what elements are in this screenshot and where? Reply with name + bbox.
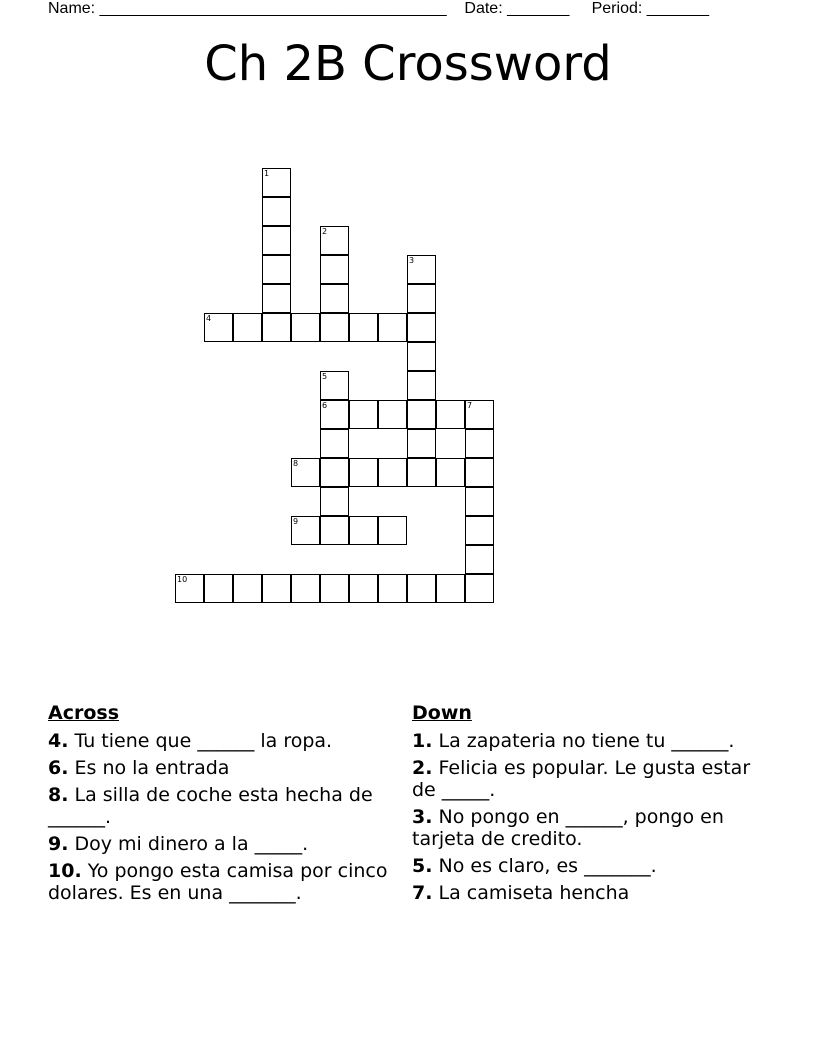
grid-cell[interactable] <box>436 400 465 429</box>
grid-cell[interactable] <box>349 313 378 342</box>
grid-cell[interactable] <box>349 574 378 603</box>
clue-number: 8 <box>293 459 299 468</box>
grid-cell[interactable] <box>291 574 320 603</box>
grid-cell[interactable] <box>465 487 494 516</box>
grid-cell[interactable] <box>436 574 465 603</box>
grid-cell[interactable] <box>204 313 233 342</box>
grid-cell[interactable] <box>320 226 349 255</box>
clue-down-7: 7. La camiseta hencha <box>412 882 630 904</box>
grid-cell[interactable] <box>320 284 349 313</box>
grid-cell[interactable] <box>378 400 407 429</box>
clue-number: 4 <box>206 314 212 323</box>
grid-cell[interactable] <box>262 255 291 284</box>
grid-cell[interactable] <box>465 400 494 429</box>
clue-down-2: 2. Felicia es popular. Le gusta estar de _____. <box>412 757 751 801</box>
clue-across-4: 4. Tu tiene que ______ la ropa. <box>48 730 333 752</box>
clue-across-10: 10. Yo pongo esta camisa por cinco dolares. Es en una _______. <box>48 860 388 904</box>
period-field[interactable]: Period: _______ <box>591 0 710 17</box>
across-clues <box>48 702 408 909</box>
grid-cell[interactable] <box>465 516 494 545</box>
grid-cell[interactable] <box>262 284 291 313</box>
grid-cell[interactable] <box>465 429 494 458</box>
grid-cell[interactable] <box>407 574 436 603</box>
grid-cell[interactable] <box>291 313 320 342</box>
grid-cell[interactable] <box>407 458 436 487</box>
grid-cell[interactable] <box>378 516 407 545</box>
grid-cell[interactable] <box>233 574 262 603</box>
grid-cell[interactable] <box>320 371 349 400</box>
grid-cell[interactable] <box>407 313 436 342</box>
grid-cell[interactable] <box>465 458 494 487</box>
date-field[interactable]: Date: _______ <box>464 0 570 17</box>
grid-cell[interactable] <box>465 545 494 574</box>
clue-across-6: 6. Es no la entrada <box>48 757 230 779</box>
grid-cell[interactable] <box>407 342 436 371</box>
grid-cell[interactable] <box>262 168 291 197</box>
grid-cell[interactable] <box>407 284 436 313</box>
grid-cell[interactable] <box>233 313 262 342</box>
clue-down-5: 5. No es claro, es _______. <box>412 855 657 877</box>
grid-cell[interactable] <box>320 574 349 603</box>
clue-number: 3 <box>409 256 415 265</box>
grid-cell[interactable] <box>204 574 233 603</box>
grid-cell[interactable] <box>262 197 291 226</box>
grid-cell[interactable] <box>320 516 349 545</box>
grid-cell[interactable] <box>349 516 378 545</box>
grid-cell[interactable] <box>378 313 407 342</box>
grid-cell[interactable] <box>175 574 204 603</box>
grid-cell[interactable] <box>291 516 320 545</box>
grid-cell[interactable] <box>465 574 494 603</box>
grid-cell[interactable] <box>407 255 436 284</box>
grid-cell[interactable] <box>262 226 291 255</box>
grid-cell[interactable] <box>378 458 407 487</box>
clue-number: 9 <box>293 517 299 526</box>
clue-down-1: 1. La zapateria no tiene tu ______. <box>412 730 735 752</box>
grid-cell[interactable] <box>378 574 407 603</box>
name-field[interactable]: Name: _______________________________________ <box>48 0 447 17</box>
clue-number: 5 <box>322 372 328 381</box>
grid-cell[interactable] <box>320 487 349 516</box>
clue-down-3: 3. No pongo en ______, pongo en tarjeta de credito. <box>412 806 724 850</box>
grid-cell[interactable] <box>320 313 349 342</box>
grid-cell[interactable] <box>291 458 320 487</box>
grid-cell[interactable] <box>436 458 465 487</box>
grid-cell[interactable] <box>407 371 436 400</box>
grid-cell[interactable] <box>407 400 436 429</box>
down-clues <box>412 702 752 909</box>
clue-number: 10 <box>177 575 188 584</box>
grid-cell[interactable] <box>262 313 291 342</box>
grid-cell[interactable] <box>349 458 378 487</box>
clue-number: 1 <box>264 169 270 178</box>
clue-across-8: 8. La silla de coche esta hecha de ______. <box>48 784 373 828</box>
grid-cell[interactable] <box>320 255 349 284</box>
across-heading: Across <box>48 702 120 724</box>
clue-number: 6 <box>322 401 328 410</box>
grid-cell[interactable] <box>320 458 349 487</box>
clue-across-9: 9. Doy mi dinero a la _____. <box>48 833 309 855</box>
page-title: Ch 2B Crossword <box>204 36 612 92</box>
grid-cell[interactable] <box>320 429 349 458</box>
clue-number: 2 <box>322 227 328 236</box>
grid-cell[interactable] <box>349 400 378 429</box>
grid-cell[interactable] <box>407 429 436 458</box>
down-heading: Down <box>412 702 472 724</box>
clue-number: 7 <box>467 401 473 410</box>
grid-cell[interactable] <box>262 574 291 603</box>
grid-cell[interactable] <box>320 400 349 429</box>
